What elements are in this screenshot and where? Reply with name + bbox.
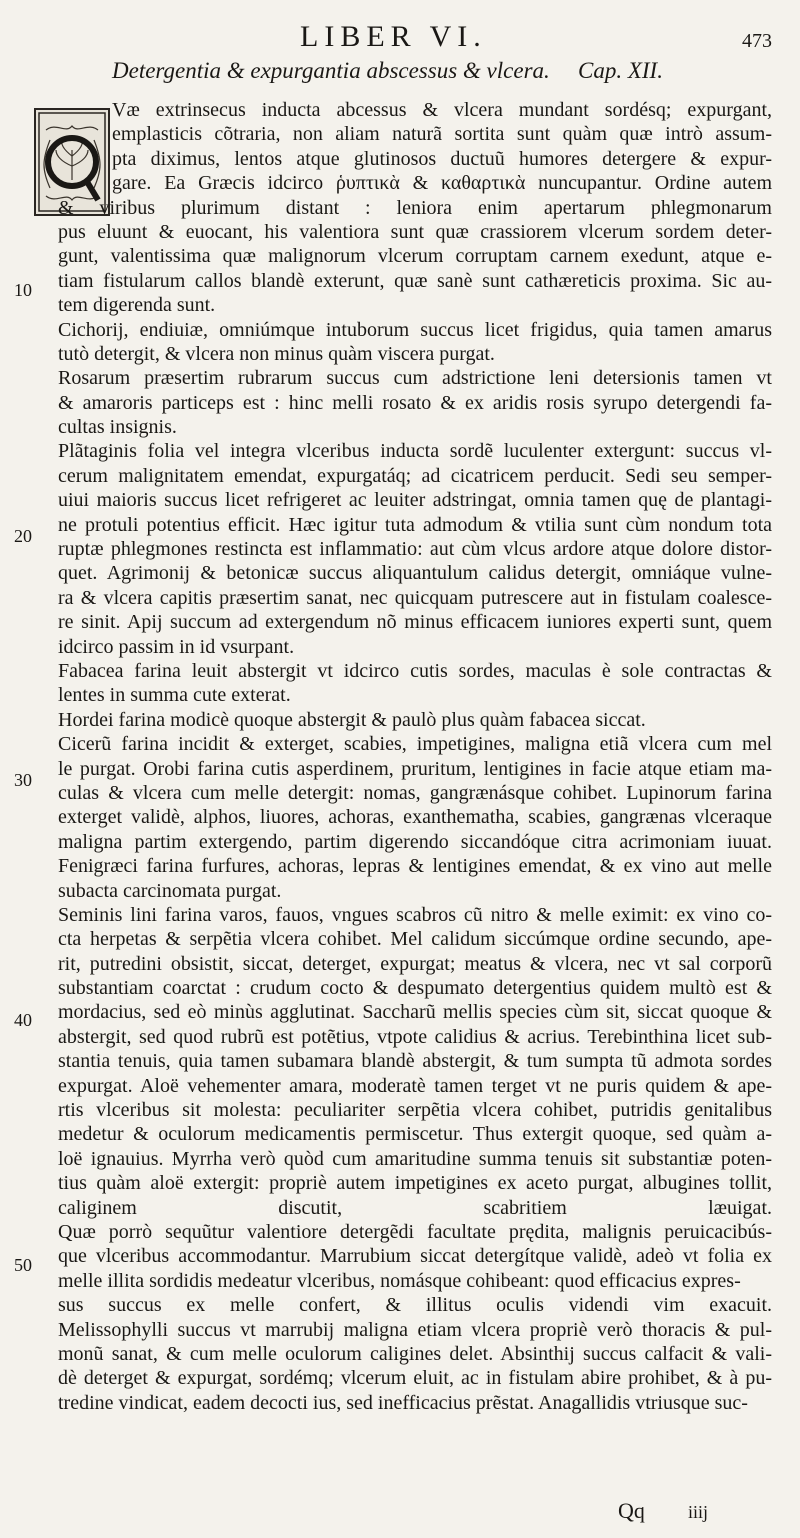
text-line: exterget validè, alphos, liuores, achoras, exanthematha, scabies, gangrænas vlceraque [58,806,772,829]
text-line: tutò detergit, & vlcera non minus quàm viscera purgat. [58,342,495,365]
text-line: ruptæ phlegmones restincta est inflammatio: aut cùm vlcus ardore atque dolore distor- [58,538,772,561]
margin-line-number: 20 [14,526,32,546]
text-line: que vlceribus accommodantur. Marrubium siccat detergítque validè, adeò vt folia ex [58,1245,772,1268]
text-line: pta diximus, lentos atque glutinosos ductuũ humores detergere & expur- [112,147,772,170]
text-line: tius quàm aloë extergit: propriè autem impetigines ex aceto purgat, albugines tollit, [58,1172,772,1195]
text-line: rtis vlceribus sit molesta: peculiariter serpẽtia vlcera cohibet, putridis genitalibus [58,1099,772,1122]
text-line: pus eluunt & euocant, his valentiora sunt quæ crassiorem vlcerum sordem deter- [58,220,772,243]
text-line: tiam fistularum callos blandè exterunt, quæ sanè sunt cathæreticis proxima. Sic au- [58,269,772,292]
text-line: maligna partim extergendo, partim digerendo siccandóque citra acrimoniam iuuat. [58,830,772,853]
text-line: caliginem discutit, scabritiem læuigat. [58,1196,772,1219]
text-line: & amaroris particeps est : hinc melli rosato & ex aridis rosis syrupo detergendi fa- [58,391,772,414]
text-line: idcirco passim in id vsurpant. [58,635,295,658]
text-line: gare. Ea Græcis idcirco ῥυπτικὰ & καθαρτικὰ nuncupantur. Ordine autem [112,172,772,195]
text-line: le purgat. Orobi farina cutis asperdinem, pruritum, lentigines in facie atque etiam ma- [58,757,772,780]
text-line: rit, putredini obsistit, siccat, deterget, expurgat; meatus & vlcera, nec vt sal corporũ [58,952,772,975]
text-line: uiui maioris succus licet refrigeret ac leuiter adstringat, omnia tamen quę de plantagi- [58,489,772,512]
text-line: tredine vindicat, eadem decocti ius, sed inefficacius prẽstat. Anagallidis vtriusque suc- [58,1391,748,1414]
text-line: gunt, valentissima quæ malignorum vlcerum corruptam carnem exedunt, atque e- [58,245,772,268]
text-line: Væ extrinsecus inducta abcessus & vlcera mundant sordésq; expurgant, [112,99,772,121]
margin-line-number: 50 [14,1255,32,1275]
text-line: Hordei farina modicè quoque abstergit & paulò plus quàm fabacea siccat. [58,708,646,731]
text-line: monũ sanat, & cum melle oculorum caligines delet. Absinthij succus calfacit & vali- [58,1342,772,1365]
margin-line-number: 30 [14,770,32,790]
text-line: substantiam coarctat : crudum cocto & despumato detergentius quidem multò est & [58,977,772,1000]
text-line: Cichorij, endiuiæ, omniúmque intuborum succus licet frigidus, quia tamen amarus [58,318,772,341]
text-line: ra & vlcera capitis præsertim sanat, nec quicquam putrescere aut in fistulam coalesce- [58,586,772,609]
catchword: iiij [688,1502,709,1522]
text-line: expurgat. Aloë vehementer amara, moderatè tamen terget vt ne puris quidem & ape- [58,1074,772,1097]
text-line: & viribus plurimum distant : leniora enim apertarum phlegmonarum [58,196,772,219]
text-line: re sinit. Apij succum ad extergendum nõ minus efficacem iuniores experti sunt, quem [58,611,772,634]
chapter-number: Cap. XII. [578,58,663,83]
margin-line-number: 40 [14,1010,32,1030]
text-line: culas & vlcera cum melle detergit: nomas, gangrænásque cohibet. Lupinorum farina [58,781,772,804]
page-number: 473 [742,30,772,52]
text-line: loë ignauius. Myrrha verò quòd cum amaritudine summa tenuis sit substantiæ poten- [58,1147,772,1170]
text-line: sus succus ex melle confert, & illitus oculis videndi vim exacuit. [58,1294,772,1317]
text-line: cerum malignitatem emendat, expurgatáq; ad cicatricem perducit. Sedi seu semper- [58,464,772,487]
text-line: subacta carcinomata purgat. [58,879,282,902]
text-line: Fabacea farina leuit abstergit vt idcirco cutis sordes, maculas è sole contractas & [58,659,772,682]
text-line: Cicerũ farina incidit & exterget, scabies, impetigines, maligna etiã vlcera cum mel [58,733,772,756]
text-line: cultas insignis. [58,416,177,439]
text-line: ne protuli potentius efficit. Hæc igitur tuta admodum & vtilia sunt cùm nondum tota [58,513,772,536]
body-text [58,98,772,1415]
page-header [0,20,800,54]
text-line: Fenigræci farina furfures, achoras, lepras & lentigines emendat, & ex vino aut melle [58,855,772,878]
text-line: lentes in summa cute exterat. [58,684,291,707]
text-line: medetur & oculorum medicamentis permiscetur. Thus extergit quoque, sed quàm a- [58,1123,772,1146]
text-line: dè deterget & expurgat, sordémq; vlcerum eluit, ac in fistulam abire prohibet, & à pu- [58,1367,772,1390]
text-line: cta herpetas & serpẽtia vlcera cohibet. Mel calidum siccúmque ordine secundo, ape- [58,928,772,951]
page-footer [0,1498,800,1528]
text-line: tem digerenda sunt. [58,294,216,317]
chapter-title: Detergentia & expurgantia abscessus & vlcera. [112,58,550,83]
signature-mark: Qq [618,1498,645,1523]
chapter-heading [112,58,772,84]
running-title: LIBER VI. [300,20,487,53]
text-line: mordacius, sed eò minùs agglutinat. Saccharũ mellis species cùm sit, siccat quoque & [58,1001,772,1024]
text-line: emplasticis cõtraria, non aliam naturã sortita sunt quàm quæ intrò assum- [112,123,772,146]
text-line: quet. Agrimonij & betonicæ succus aliquantulum calidus detergit, omniáque vulne- [58,562,772,585]
text-line: Plãtaginis folia vel integra vlceribus inducta sordẽ luculenter extergunt: succus vl- [58,440,772,463]
margin-line-number: 10 [14,280,32,300]
text-line: stantia tenuis, quia tamen subamara blandè abstergit, & tum sumpta tũ admota sordes [58,1050,772,1073]
text-line: melle illita sordidis medeatur vlceribus, nomásque cohibeant: quod efficacius expres- [58,1269,741,1292]
text-line: Quæ porrò sequũtur valentiore detergẽdi facultate prędita, malignis peruicacibús- [58,1220,772,1243]
text-line: Rosarum præsertim rubrarum succus cum adstrictione leni detersionis tamen vt [58,367,772,390]
text-line: abstergit, sed quod rubrũ est potẽtius, vtpote calidius & acrius. Terebinthina licet sub- [58,1025,772,1048]
text-line: Melissophylli succus vt marrubij maligna etiam vlcera propriè verò thoracis & pul- [58,1318,772,1341]
text-line: Seminis lini farina varos, fauos, vngues scabros cũ nitro & melle eximit: ex vino co- [58,903,772,926]
